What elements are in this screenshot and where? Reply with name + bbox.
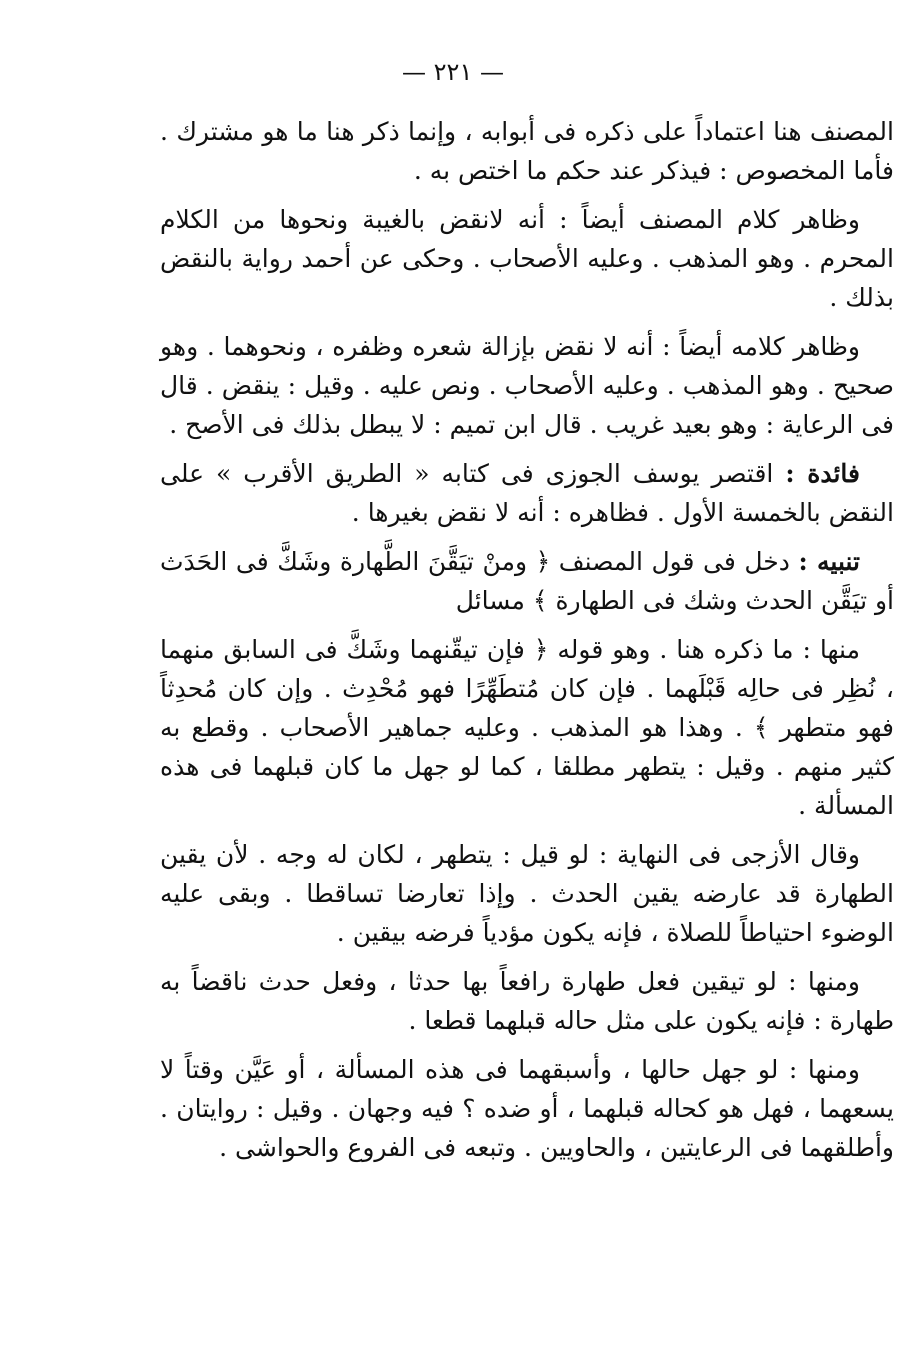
paragraph-text: وظاهر كلام المصنف أيضاً : أنه لانقض بالغيبة ونحوها من الكلام المحرم . وهو المذهب . وعليه الأصحاب . وحكى عن أحمد رواية بالنقض بذلك .	[160, 205, 894, 312]
body-text	[160, 112, 894, 1177]
paragraph	[160, 327, 894, 444]
paragraph	[160, 542, 894, 620]
paragraph-text: ومنها : لو تيقين فعل طهارة رافعاً بها حدثا ، وفعل حدث ناقضاً به طهارة : فإنه يكون على مثل حاله قبلهما قطعا .	[160, 967, 894, 1035]
paragraph	[160, 200, 894, 317]
paragraph-text: المصنف هنا اعتماداً على ذكره فى أبوابه ، وإنما ذكر هنا ما هو مشترك . فأما المخصوص : فيذكر عند حكم ما اختص به .	[160, 117, 894, 185]
paragraph	[160, 962, 894, 1040]
note-label-faida: فائدة :	[785, 459, 860, 488]
paragraph-text: دخل فى قول المصنف ﴿ ومنْ تيَقَّنَ الطَّهارة وشَكَّ فى الحَدَث أو تيَقَّن الحدث وشك فى الطهارة ﴾ مسائل	[160, 547, 894, 615]
note-label-tanbih: تنبيه :	[798, 547, 860, 576]
paragraph	[160, 1050, 894, 1167]
paragraph	[160, 835, 894, 952]
paragraph-text: وظاهر كلامه أيضاً : أنه لا نقض بإزالة شعره وظفره ، ونحوهما . وهو صحيح . وهو المذهب . وعليه الأصحاب . ونص عليه . وقيل : ينقض . قال فى الرعاية : وهو بعيد غريب . قال ابن تميم : لا يبطل بذلك فى الأصح .	[160, 332, 894, 439]
paragraph-text: ومنها : لو جهل حالها ، وأسبقهما فى هذه المسألة ، أو عَيَّن وقتاً لا يسعهما ، فهل هو كحاله قبلهما ، أو ضده ؟ فيه وجهان . وقيل : روايتان . وأطلقهما فى الرعايتين ، والحاويين . وتبعه فى الفروع والحواشى .	[160, 1055, 894, 1162]
paragraph	[160, 630, 894, 825]
page-number: — ٢٢١ —	[402, 58, 504, 86]
paragraph-text: منها : ما ذكره هنا . وهو قوله ﴿ فإن تيقّنهما وشَكَّ فى السابق منهما ، نُظِر فى حالِه قَبْلَهما . فإن كان مُتطَهِّرًا فهو مُحْدِث . وإن كان مُحدِثاً فهو متطهر ﴾ . وهذا هو المذهب . وعليه جماهير الأصحاب . وقطع به كثير منهم . وقيل : يتطهر مطلقا ، كما لو جهل ما كان قبلهما فى هذه المسألة .	[160, 635, 894, 820]
paragraph	[160, 454, 894, 532]
paragraph	[160, 112, 894, 190]
paragraph-text: وقال الأزجى فى النهاية : لو قيل : يتطهر ، لكان له وجه . لأن يقين الطهارة قد عارضه يقين الحدث . وإذا تعارضا تساقطا . وبقى عليه الوضوء احتياطاً للصلاة ، فإنه يكون مؤدياً فرضه بيقين .	[160, 840, 894, 947]
paragraph-text: اقتصر يوسف الجوزى فى كتابه « الطريق الأقرب » على النقض بالخمسة الأول . فظاهره : أنه لا نقض بغيرها .	[160, 459, 894, 527]
